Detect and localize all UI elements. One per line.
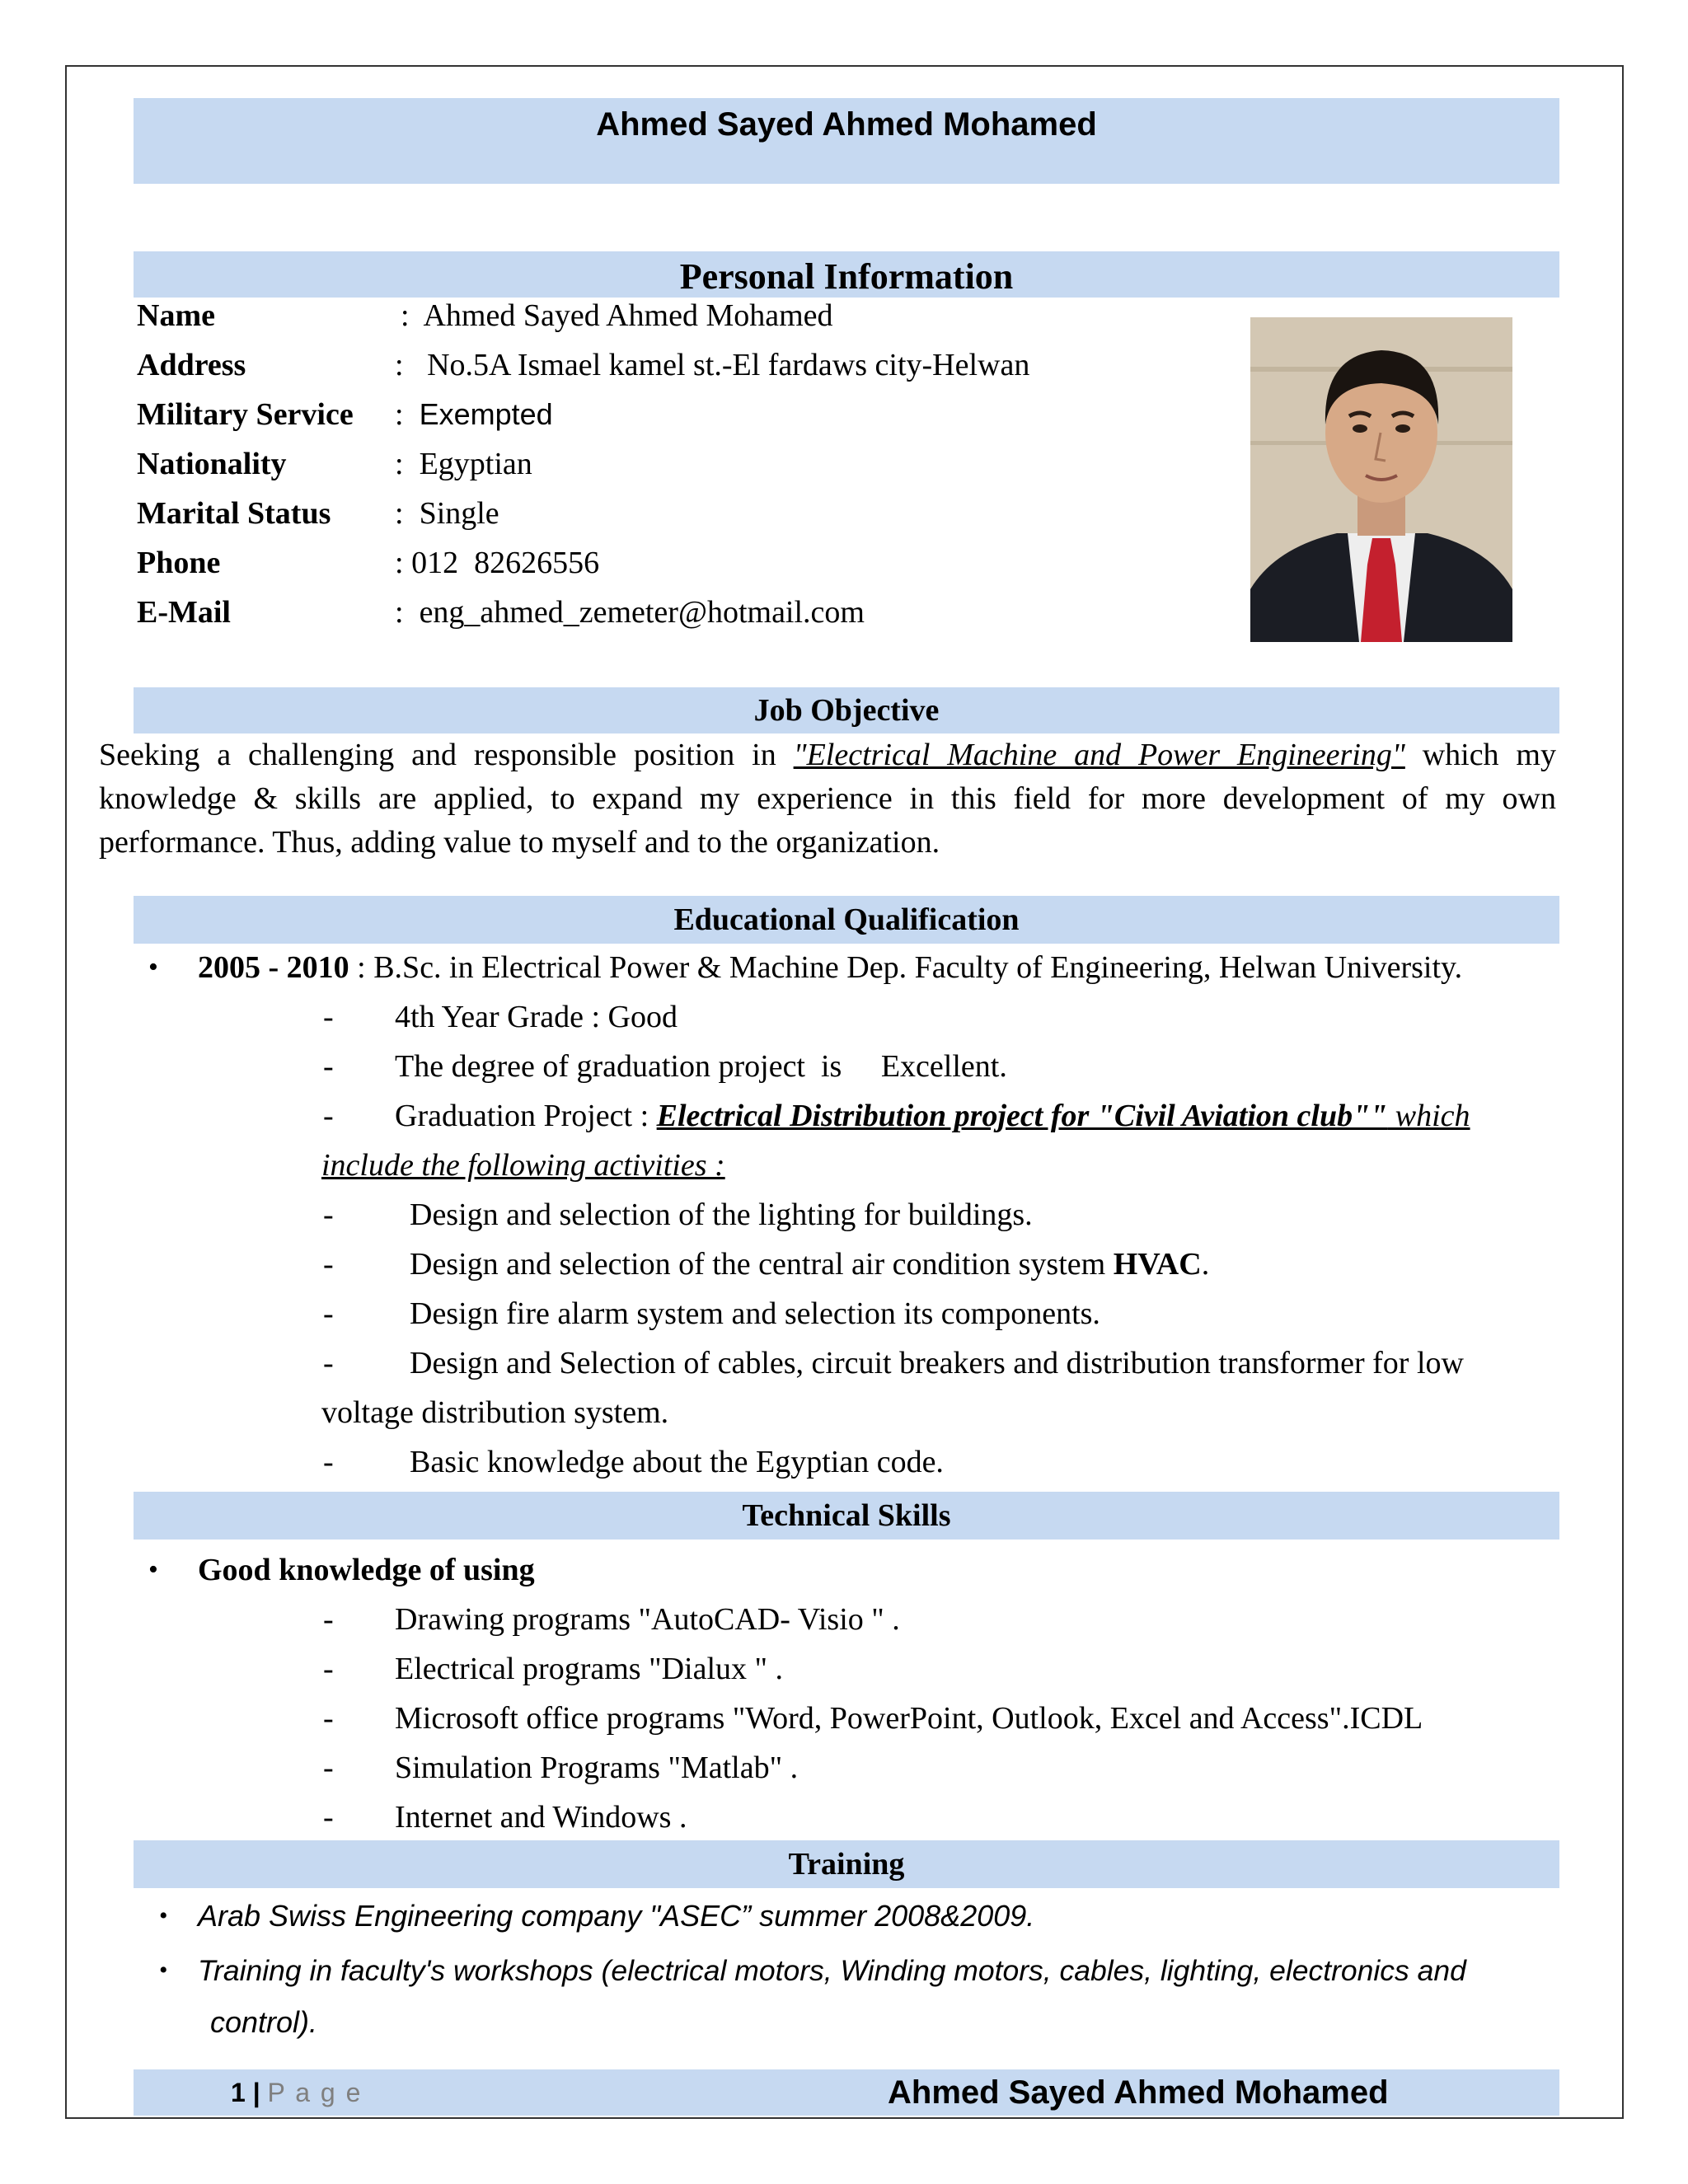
skill-item: Electrical programs "Dialux " . [395, 1652, 784, 1686]
dash: - [323, 1049, 334, 1084]
job-objective-text: Seeking a challenging and responsible position in "Electrical Machine and Power Engineering" which my knowledge & skills are applied, to expand my experience in this field for more development of my own performance. Thus, adding value to myself and to the organization. [99, 738, 1556, 860]
info-value: : Egyptian [395, 447, 532, 481]
dash: - [323, 1346, 334, 1380]
dash: - [323, 1247, 334, 1282]
info-value: : Single [395, 496, 499, 531]
dash: - [323, 1800, 334, 1835]
info-label: Marital Status [137, 496, 331, 531]
activity-item: Design fire alarm system and selection its components. [410, 1296, 1100, 1331]
skill-item: Internet and Windows . [395, 1800, 687, 1835]
footer-name: Ahmed Sayed Ahmed Mohamed [888, 2074, 1389, 2111]
info-value: : 012 82626556 [395, 546, 600, 580]
bullet-dot: • [159, 1957, 168, 1984]
personal-info-heading: Personal Information [134, 251, 1559, 298]
education-project-degree: The degree of graduation project is Excellent. [395, 1049, 1007, 1084]
skill-item: Drawing programs "AutoCAD- Visio " . [395, 1602, 900, 1637]
info-label: Phone [137, 546, 221, 580]
training-item: Arab Swiss Engineering company "ASEC” summer 2008&2009. [198, 1899, 1035, 1933]
skills-subheading: Good knowledge of using [198, 1553, 535, 1587]
training-heading: Training [134, 1840, 1559, 1888]
activity-item: Design and selection of the lighting for buildings. [410, 1197, 1033, 1232]
info-label: Name [137, 298, 215, 333]
hvac-term: HVAC [1113, 1247, 1202, 1282]
dash: - [323, 1701, 334, 1736]
education-grade: 4th Year Grade : Good [395, 1000, 678, 1034]
info-value: : Exempted [395, 397, 553, 432]
activity-item-cont: voltage distribution system. [321, 1395, 669, 1430]
education-degree-line: 2005 - 2010 : B.Sc. in Electrical Power & Machine Dep. Faculty of Engineering, Helwan University. [198, 950, 1463, 985]
dash: - [323, 1445, 334, 1479]
name-header-band [134, 98, 1559, 184]
activity-item: Design and selection of the central air condition system HVAC. [410, 1247, 1210, 1282]
header-name: Ahmed Sayed Ahmed Mohamed [596, 106, 1097, 143]
profile-photo [1250, 317, 1512, 642]
dash: - [323, 1652, 334, 1686]
info-label: E-Mail [137, 595, 231, 630]
dash: - [323, 1000, 334, 1034]
training-item: Training in faculty's workshops (electrical motors, Winding motors, cables, lighting, electronics and [198, 1954, 1466, 1987]
info-value: : No.5A Ismael kamel st.-El fardaws city-Helwan [395, 348, 1030, 382]
skill-item: Simulation Programs "Matlab" . [395, 1750, 799, 1785]
technical-skills-heading: Technical Skills [134, 1492, 1559, 1540]
dash: - [323, 1296, 334, 1331]
bullet-dot: • [159, 1902, 168, 1929]
dash: - [323, 1602, 334, 1637]
training-item-cont: control). [210, 2005, 318, 2039]
info-label: Military Service [137, 397, 354, 432]
dash: - [323, 1099, 334, 1133]
activity-item: Design and Selection of cables, circuit breakers and distribution transformer for low [410, 1346, 1464, 1380]
page-footer [134, 2069, 1559, 2116]
skill-item: Microsoft office programs "Word, PowerPoint, Outlook, Excel and Access".ICDL [395, 1701, 1423, 1736]
graduation-project-title: Electrical Distribution project for "Civil Aviation club"" [656, 1099, 1388, 1133]
activity-item: Basic knowledge about the Egyptian code. [410, 1445, 944, 1479]
page-number: 1 | P a g e [231, 2078, 363, 2107]
graduation-project-cont: include the following activities : [321, 1148, 725, 1183]
info-label: Nationality [137, 447, 287, 481]
education-years: 2005 - 2010 [198, 950, 349, 985]
portrait-image [1250, 317, 1512, 642]
dash: - [323, 1197, 334, 1232]
info-value: : Ahmed Sayed Ahmed Mohamed [401, 298, 833, 333]
education-heading: Educational Qualification [134, 896, 1559, 944]
info-value: : eng_ahmed_zemeter@hotmail.com [395, 595, 865, 630]
bullet-dot: • [148, 1554, 158, 1585]
objective-highlight: "Electrical Machine and Power Engineering" [793, 738, 1405, 772]
graduation-project-line: Graduation Project : Electrical Distribution project for "Civil Aviation club"" which [395, 1099, 1470, 1133]
bullet-dot: • [148, 952, 158, 982]
dash: - [323, 1750, 334, 1785]
info-label: Address [137, 348, 246, 382]
job-objective-heading: Job Objective [134, 687, 1559, 733]
